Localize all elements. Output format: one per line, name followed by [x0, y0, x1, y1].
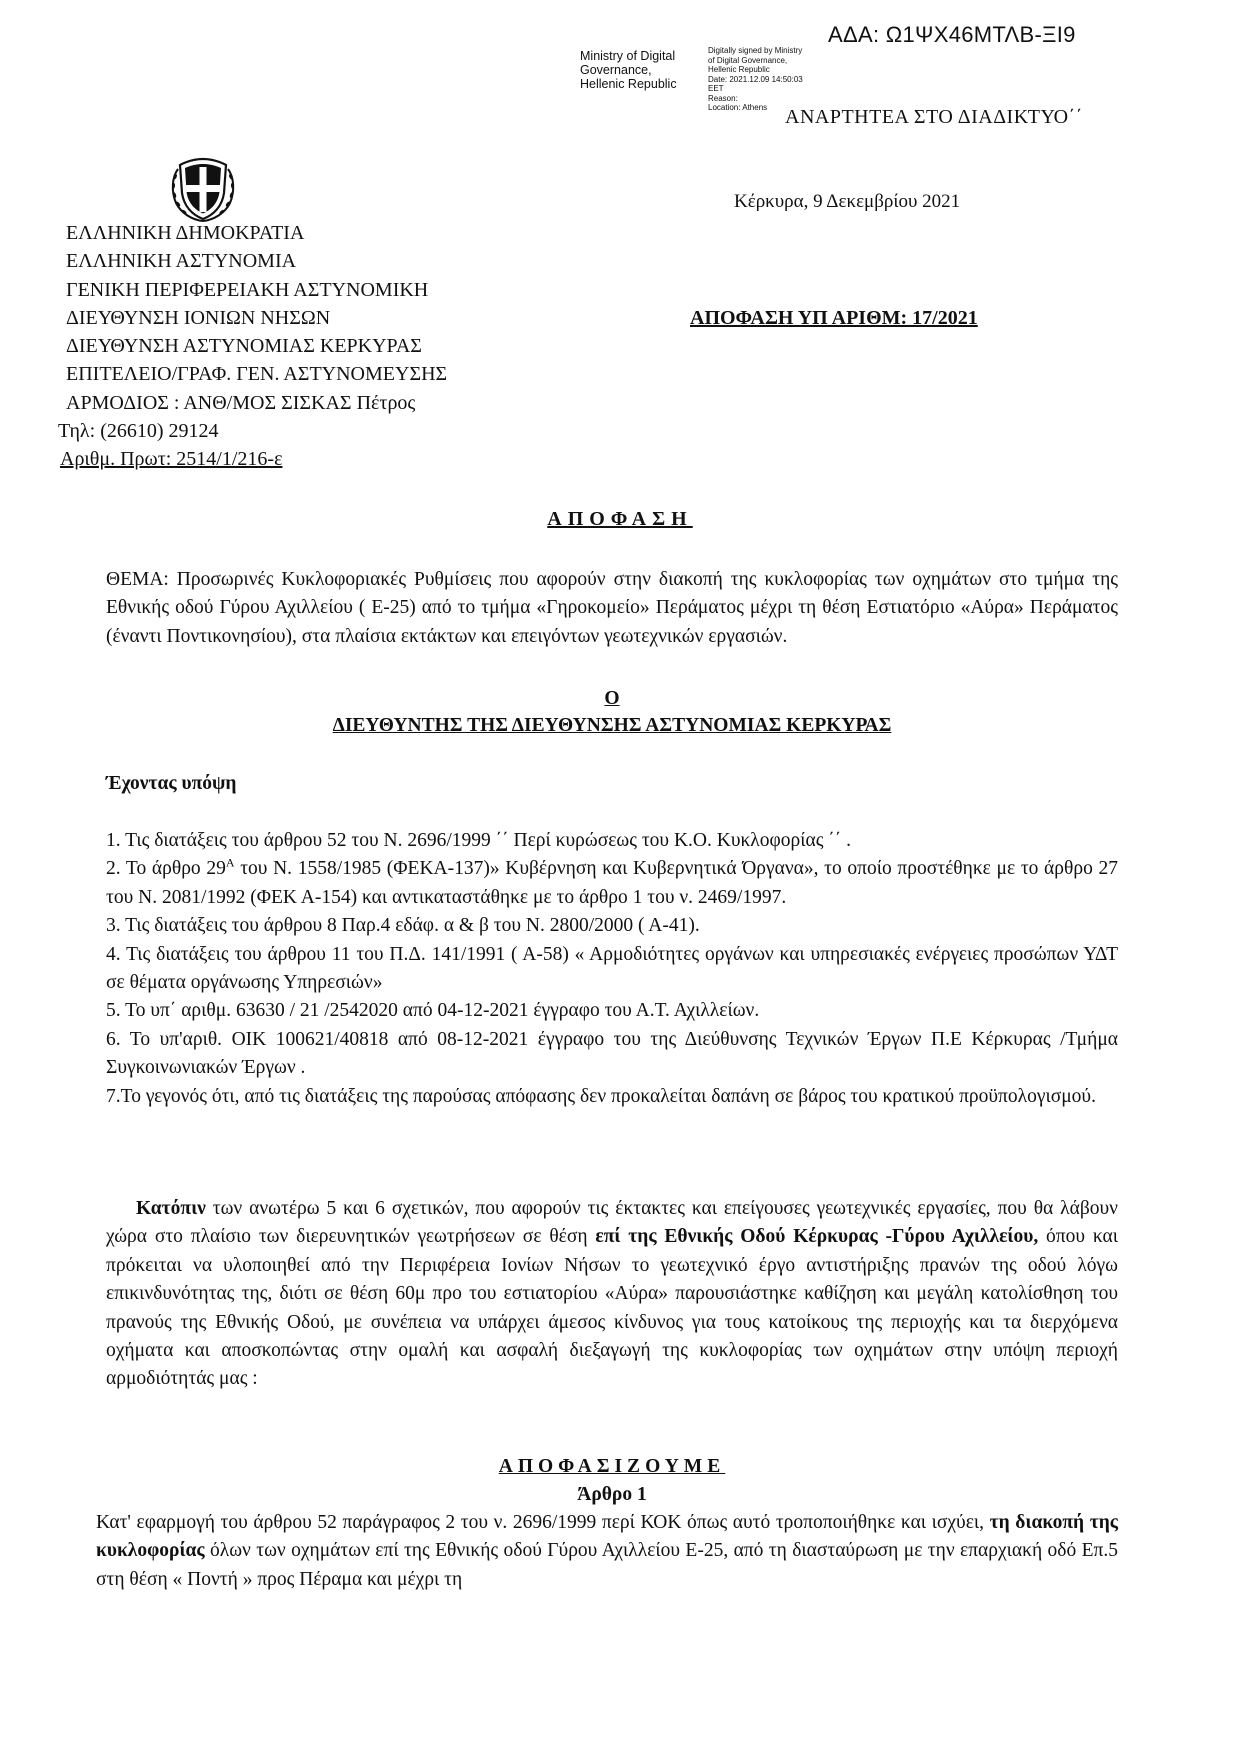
director-heading: ΔΙΕΥΘΥΝΤΗΣ ΤΗΣ ΔΙΕΥΘΥΝΣΗΣ ΑΣΤΥΝΟΜΙΑΣ ΚΕΡΚΥΡΑΣ [332, 715, 892, 736]
article-text [96, 1509, 1118, 1594]
bold-text: Κατόπιν [136, 1198, 206, 1219]
o-heading: Ο [604, 688, 620, 709]
reasoning-paragraph [106, 1195, 1118, 1394]
list-item: 5. Το υπ΄ αριθμ. 63630 / 21 /2542020 από 04-12-2021 έγγραφο του Α.Τ. Αχιλλείων. [106, 1000, 760, 1022]
bold-text: τη διακοπή της κυκλοφορίας [96, 1512, 1118, 1562]
list-item-text: 2. Το άρθρο 29 [106, 858, 226, 880]
paragraph-text: των ανωτέρω 5 και 6 σχετικών, που αφορούν τις έκτακτες και επείγουσες γεωτεχνικές εργασίες, που θα λάβουν χώρα στο πλαίσιο των διερευνητικών γεωτρήσεων σε θέση [106, 1198, 1118, 1248]
list-item: 7.Το γεγονός ότι, από τις διατάξεις της παρούσας απόφασης δεν προκαλείται δαπάνη σε βάρος του κρατικού προϋπολογισμού. [106, 1085, 1096, 1107]
ada-code: ΑΔΑ: Ω1ΨΧ46ΜΤΛΒ-ΞΙ9 [828, 22, 1076, 47]
signature-line: of Digital Governance, [708, 55, 788, 65]
header-line: ΕΠΙΤΕΛΕΙΟ/ΓΡΑΦ. ΓΕΝ. ΑΣΤΥΝΟΜΕΥΣΗΣ [66, 363, 448, 386]
list-item [106, 855, 1118, 912]
considering-heading: Έχοντας υπόψη [106, 773, 237, 794]
considerations-list [106, 827, 1118, 1111]
paragraph-text: όλων των οχημάτων επί της Εθνικής οδού Γύρου Αχιλλείου Ε-25, από τη διασταύρωση με την επαρχιακή οδό Επ.5 στη θέση « Ποντή » προς Πέραμα και μέχρι τη [96, 1540, 1118, 1590]
telephone: Τηλ: (26610) 29124 [58, 420, 219, 443]
protocol-number: Αριθμ. Πρωτ: 2514/1/216-ε [60, 448, 283, 471]
document-date: Κέρκυρα, 9 Δεκεμβρίου 2021 [734, 191, 961, 212]
digital-signature-details [708, 46, 803, 113]
header-line: ΑΡΜΟΔΙΟΣ : ΑΝΘ/ΜΟΣ ΣΙΣΚΑΣ Πέτρος [66, 391, 416, 414]
signature-line: Reason: [708, 93, 738, 103]
paragraph-text: όπου και πρόκειται να υλοποιηθεί από την Περιφέρεια Ιονίων Νήσων το γεωτεχνικό έργο αντιστήριξης πρανών της οδού λόγω επικινδυνότητας της, διότι σε θέση 60μ προ του εστιατορίου «Αύρα» παρουσιάστηκε καθίζηση και μεγάλη κατολίσθηση του πρανούς της Εθνικής Οδού, με συνέπεια να υπάρχει άμεσος κίνδυνος για τους κατοίκους της περιοχής και τα διερχόμενα οχήματα και αποσκοπώντας στην ομαλή και ασφαλή διεξαγωγή της κυκλοφορίας των οχημάτων στην υπόψη περιοχή αρμοδιότητάς μας : [106, 1226, 1118, 1390]
list-item: 4. Τις διατάξεις του άρθρου 11 του Π.Δ. 141/1991 ( Α-58) « Αρμοδιότητες οργάνων και υπηρεσιακές ενέργειες προσώπων ΥΔΤ σε θέματα οργάνωσης Υπηρεσιών» [106, 943, 1118, 994]
header-line: ΔΙΕΥΘΥΝΣΗ ΙΟΝΙΩΝ ΝΗΣΩΝ [66, 306, 331, 329]
decide-heading: ΑΠΟΦΑΣΙΖΟΥΜΕ [498, 1456, 726, 1477]
decision-number: ΑΠΟΦΑΣΗ ΥΠ ΑΡΙΘΜ: 17/2021 [690, 307, 978, 329]
signature-line: Date: 2021.12.09 14:50:03 [708, 74, 803, 84]
list-item-text: του Ν. 1558/1985 (ΦΕΚΑ-137)» Κυβέρνηση και Κυβερνητικά Όργανα», το οποίο προστέθηκε με το άρθρο 27 του Ν. 2081/1992 (ΦΕΚ Α-154) και αντικαταστάθηκε με το άρθρο 1 του ν. 2469/1997. [106, 858, 1118, 908]
signature-line: Location: Athens [708, 103, 768, 112]
header-line: ΕΛΛΗΝΙΚΗ ΔΗΜΟΚΡΑΤΙΑ [66, 222, 305, 244]
signer-line: Hellenic Republic [580, 77, 677, 91]
article-heading: Άρθρο 1 [577, 1484, 647, 1505]
digital-signer [580, 49, 677, 91]
issuing-authority-header [58, 219, 448, 474]
signature-line: Hellenic Republic [708, 65, 770, 74]
greek-coat-of-arms-icon [168, 155, 238, 223]
publish-online-note: ΑΝΑΡΤΗΤΕΑ ΣΤΟ ΔΙΑΔΙΚΤΥΟ΄΄ [785, 106, 1083, 128]
bold-text: επί της Εθνικής Οδού Κέρκυρας -Γύρου Αχιλλείου, [595, 1226, 1039, 1248]
list-item: 3. Τις διατάξεις του άρθρου 8 Παρ.4 εδάφ. α & β του Ν. 2800/2000 ( Α-41). [106, 915, 700, 937]
signer-line: Governance, [580, 63, 652, 77]
header-line: ΔΙΕΥΘΥΝΣΗ ΑΣΤΥΝΟΜΙΑΣ ΚΕΡΚΥΡΑΣ [66, 335, 422, 358]
header-line: ΓΕΝΙΚΗ ΠΕΡΙΦΕΡΕΙΑΚΗ ΑΣΤΥΝΟΜΙΚΗ [66, 278, 429, 301]
paragraph-text: Κατ' εφαρμογή του άρθρου 52 παράγραφος 2 του ν. 2696/1999 περί ΚΟΚ όπως αυτό τροποποιήθηκε και ισχύει, [96, 1512, 990, 1533]
signature-line: Digitally signed by Ministry [708, 46, 803, 55]
document-title: ΑΠΟΦΑΣΗ [547, 508, 693, 530]
signature-line: EET [708, 84, 724, 93]
superscript: Α [225, 855, 235, 870]
subject-paragraph: ΘΕΜΑ: Προσωρινές Κυκλοφοριακές Ρυθμίσεις που αφορούν στην διακοπή της κυκλοφορίας των οχημάτων στο τμήμα της Εθνικής οδού Γύρου Αχιλλείου ( Ε-25) από το τμήμα «Γηροκομείο» Περάματος μέχρι τη θέση Εστιατόριο «Αύρα» Περάματος (έναντι Ποντικονησίου), στα πλαίσια εκτάκτων και επειγόντων γεωτεχνικών εργασιών. [106, 569, 1118, 647]
list-item: 6. Το υπ'αριθ. ΟΙΚ 100621/40818 από 08-12-2021 έγγραφο του της Διεύθυνσης Τεχνικών Έργων Π.Ε Κέρκυρας /Τμήμα Συγκοινωνιακών Έργων . [106, 1028, 1118, 1079]
list-item: 1. Τις διατάξεις του άρθρου 52 του Ν. 2696/1999 ΄΄ Περί κυρώσεως του Κ.Ο. Κυκλοφορίας ΄΄ . [106, 830, 852, 851]
signer-line: Ministry of Digital [580, 49, 676, 63]
header-line: ΕΛΛΗΝΙΚΗ ΑΣΤΥΝΟΜΙΑ [66, 250, 297, 273]
